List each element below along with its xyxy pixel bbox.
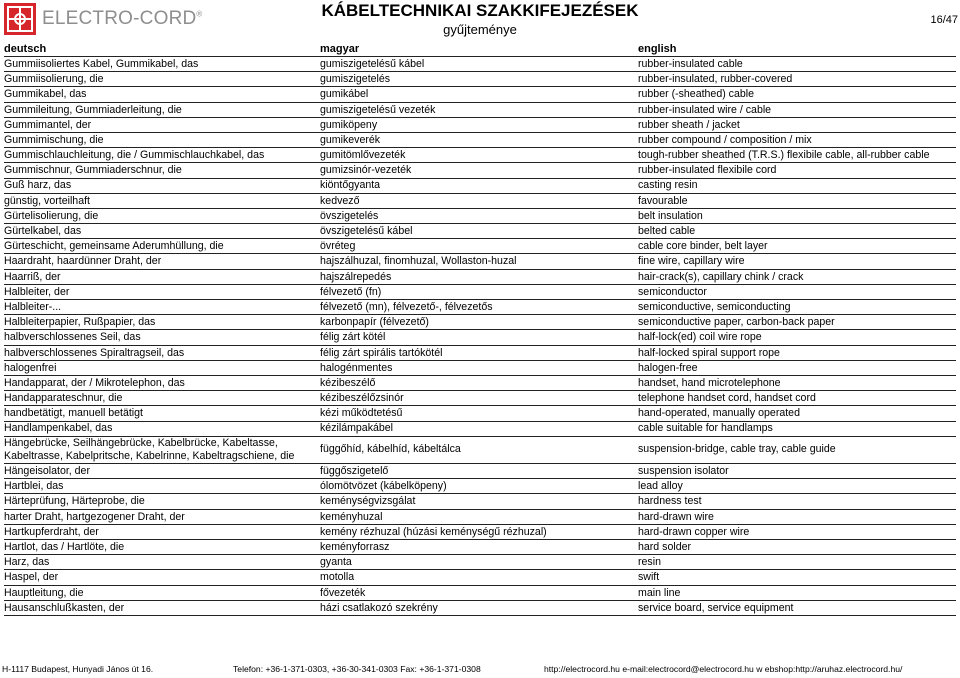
german-term: Guß harz, das — [4, 178, 320, 193]
table-row — [4, 391, 956, 406]
hungarian-term: keményforrasz — [320, 540, 638, 555]
column-header-english: english — [638, 42, 956, 57]
german-term: Härteprüfung, Härteprobe, die — [4, 494, 320, 509]
english-term: semiconductive, semiconducting — [638, 300, 956, 315]
german-term: Handlampenkabel, das — [4, 421, 320, 436]
footer-web: http://electrocord.hu e-mail:electrocord@electrocord.hu w ebshop:http://aruhaz.electrocord.hu/ — [544, 664, 903, 674]
english-term: telephone handset cord, handset cord — [638, 391, 956, 406]
german-term: Gürtelkabel, das — [4, 224, 320, 239]
table-row — [4, 360, 956, 375]
english-term: main line — [638, 585, 956, 600]
german-term: Gürtelisolierung, die — [4, 208, 320, 223]
table-row — [4, 178, 956, 193]
table-row — [4, 540, 956, 555]
english-term: favourable — [638, 193, 956, 208]
english-term: rubber-insulated cable — [638, 57, 956, 72]
german-term: Halbleiter, der — [4, 284, 320, 299]
english-term: service board, service equipment — [638, 600, 956, 615]
glossary-body — [4, 57, 956, 616]
table-row — [4, 509, 956, 524]
table-row — [4, 57, 956, 72]
hungarian-term: kézibeszélő — [320, 375, 638, 390]
german-term: günstig, vorteilhaft — [4, 193, 320, 208]
german-term: Hauptleitung, die — [4, 585, 320, 600]
table-row — [4, 102, 956, 117]
german-term: Gummiisoliertes Kabel, Gummikabel, das — [4, 57, 320, 72]
hungarian-term: függőszigetelő — [320, 464, 638, 479]
footer-address: H-1117 Budapest, Hunyadi János út 16. — [2, 664, 154, 674]
hungarian-term: gumiköpeny — [320, 117, 638, 132]
german-term: Gummimantel, der — [4, 117, 320, 132]
table-row — [4, 208, 956, 223]
english-term: hard-drawn wire — [638, 509, 956, 524]
german-term: halbverschlossenes Seil, das — [4, 330, 320, 345]
table-row — [4, 570, 956, 585]
english-term: swift — [638, 570, 956, 585]
german-term: halogenfrei — [4, 360, 320, 375]
english-term: rubber-insulated flexibile cord — [638, 163, 956, 178]
german-term: Hängebrücke, Seilhängebrücke, Kabelbrücke, Kabeltasse, Kabeltrasse, Kabelpritsche, Kabelrinne, Kabeltragschiene, die — [4, 436, 320, 463]
english-term: semiconductive paper, carbon-back paper — [638, 315, 956, 330]
table-row — [4, 117, 956, 132]
table-row — [4, 375, 956, 390]
english-term: rubber-insulated wire / cable — [638, 102, 956, 117]
german-term: Gummikabel, das — [4, 87, 320, 102]
table-row — [4, 464, 956, 479]
page-header — [0, 0, 960, 40]
table-row — [4, 148, 956, 163]
company-logo — [4, 3, 214, 35]
electro-cord-logo-icon — [4, 3, 36, 35]
table-row — [4, 494, 956, 509]
table-row — [4, 345, 956, 360]
hungarian-term: övréteg — [320, 239, 638, 254]
german-term: Halbleiterpapier, Rußpapier, das — [4, 315, 320, 330]
english-term: halogen-free — [638, 360, 956, 375]
english-term: rubber compound / composition / mix — [638, 132, 956, 147]
hungarian-term: halogénmentes — [320, 360, 638, 375]
table-row — [4, 284, 956, 299]
english-term: handset, hand microtelephone — [638, 375, 956, 390]
table-row — [4, 163, 956, 178]
hungarian-term: félvezető (mn), félvezető-, félvezetős — [320, 300, 638, 315]
hungarian-term: gumikeverék — [320, 132, 638, 147]
hungarian-term: félig zárt kötél — [320, 330, 638, 345]
hungarian-term: gumizsinór-vezeték — [320, 163, 638, 178]
table-row — [4, 224, 956, 239]
hungarian-term: övszigetelésű kábel — [320, 224, 638, 239]
hungarian-term: ólomötvözet (kábelköpeny) — [320, 479, 638, 494]
hungarian-term: félig zárt spirális tartókötél — [320, 345, 638, 360]
hungarian-term: gumitömlővezeték — [320, 148, 638, 163]
german-term: Gummiisolierung, die — [4, 72, 320, 87]
english-term: fine wire, capillary wire — [638, 254, 956, 269]
hungarian-term: keményhuzal — [320, 509, 638, 524]
table-row — [4, 600, 956, 615]
hungarian-term: gyanta — [320, 555, 638, 570]
hungarian-term: hajszálhuzal, finomhuzal, Wollaston-huzal — [320, 254, 638, 269]
hungarian-term: övszigetelés — [320, 208, 638, 223]
hungarian-term: keménységvizsgálat — [320, 494, 638, 509]
column-header-magyar: magyar — [320, 42, 638, 57]
table-row — [4, 479, 956, 494]
german-term: harter Draht, hartgezogener Draht, der — [4, 509, 320, 524]
english-term: hardness test — [638, 494, 956, 509]
english-term: rubber-insulated, rubber-covered — [638, 72, 956, 87]
english-term: half-lock(ed) coil wire rope — [638, 330, 956, 345]
english-term: semiconductor — [638, 284, 956, 299]
glossary-table — [4, 42, 956, 616]
hungarian-term: gumiszigetelés — [320, 72, 638, 87]
table-row — [4, 555, 956, 570]
german-term: halbverschlossenes Spiraltragseil, das — [4, 345, 320, 360]
table-row — [4, 300, 956, 315]
hungarian-term: gumiszigetelésű vezeték — [320, 102, 638, 117]
hungarian-term: gumiszigetelésű kábel — [320, 57, 638, 72]
german-term: Hartblei, das — [4, 479, 320, 494]
hungarian-term: kiöntőgyanta — [320, 178, 638, 193]
german-term: Gummileitung, Gummiaderleitung, die — [4, 102, 320, 117]
german-term: handbetätigt, manuell betätigt — [4, 406, 320, 421]
table-row — [4, 269, 956, 284]
german-term: Halbleiter-... — [4, 300, 320, 315]
english-term: belted cable — [638, 224, 956, 239]
english-term: hard-drawn copper wire — [638, 524, 956, 539]
table-row — [4, 132, 956, 147]
german-term: Haarriß, der — [4, 269, 320, 284]
hungarian-term: félvezető (fn) — [320, 284, 638, 299]
english-term: casting resin — [638, 178, 956, 193]
document-title: KÁBELTECHNIKAI SZAKKIFEJEZÉSEK — [321, 1, 639, 20]
german-term: Hausanschlußkasten, der — [4, 600, 320, 615]
german-term: Gummischlauchleitung, die / Gummischlauchkabel, das — [4, 148, 320, 163]
column-header-deutsch: deutsch — [4, 42, 320, 57]
german-term: Gummimischung, die — [4, 132, 320, 147]
hungarian-term: fővezeték — [320, 585, 638, 600]
hungarian-term: hajszálrepedés — [320, 269, 638, 284]
table-row — [4, 421, 956, 436]
english-term: belt insulation — [638, 208, 956, 223]
table-row — [4, 193, 956, 208]
hungarian-term: házi csatlakozó szekrény — [320, 600, 638, 615]
english-term: hard solder — [638, 540, 956, 555]
english-term: suspension isolator — [638, 464, 956, 479]
hungarian-term: kemény rézhuzal (húzási keménységű rézhuzal) — [320, 524, 638, 539]
hungarian-term: gumikábel — [320, 87, 638, 102]
table-row — [4, 330, 956, 345]
english-term: rubber (-sheathed) cable — [638, 87, 956, 102]
german-term: Handapparat, der / Mikrotelephon, das — [4, 375, 320, 390]
english-term: rubber sheath / jacket — [638, 117, 956, 132]
table-row — [4, 585, 956, 600]
table-row — [4, 436, 956, 463]
english-term: hair-crack(s), capillary chink / crack — [638, 269, 956, 284]
table-row — [4, 87, 956, 102]
hungarian-term: függőhíd, kábelhíd, kábeltálca — [320, 436, 638, 463]
table-row — [4, 239, 956, 254]
document-subtitle: gyűjteménye — [443, 22, 517, 37]
hungarian-term: kedvező — [320, 193, 638, 208]
page-footer — [0, 664, 960, 678]
page-number: 16/47 — [930, 14, 958, 26]
english-term: cable core binder, belt layer — [638, 239, 956, 254]
logo-text: ELECTRO-CORD® — [42, 8, 203, 29]
german-term: Handapparateschnur, die — [4, 391, 320, 406]
hungarian-term: karbonpapír (félvezető) — [320, 315, 638, 330]
table-row — [4, 406, 956, 421]
german-term: Haardraht, haardünner Draht, der — [4, 254, 320, 269]
german-term: Harz, das — [4, 555, 320, 570]
english-term: half-locked spiral support rope — [638, 345, 956, 360]
table-row — [4, 315, 956, 330]
hungarian-term: kézilámpakábel — [320, 421, 638, 436]
english-term: cable suitable for handlamps — [638, 421, 956, 436]
table-header-row — [4, 42, 956, 57]
german-term: Hartlot, das / Hartlöte, die — [4, 540, 320, 555]
hungarian-term: kézi működtetésű — [320, 406, 638, 421]
german-term: Haspel, der — [4, 570, 320, 585]
english-term: suspension-bridge, cable tray, cable guide — [638, 436, 956, 463]
german-term: Hängeisolator, der — [4, 464, 320, 479]
german-term: Gummischnur, Gummiaderschnur, die — [4, 163, 320, 178]
table-row — [4, 524, 956, 539]
english-term: tough-rubber sheathed (T.R.S.) flexibile cable, all-rubber cable — [638, 148, 956, 163]
hungarian-term: motolla — [320, 570, 638, 585]
table-row — [4, 72, 956, 87]
english-term: hand-operated, manually operated — [638, 406, 956, 421]
table-row — [4, 254, 956, 269]
footer-phone: Telefon: +36-1-371-0303, +36-30-341-0303 Fax: +36-1-371-0308 — [233, 664, 481, 674]
hungarian-term: kézibeszélőzsinór — [320, 391, 638, 406]
german-term: Hartkupferdraht, der — [4, 524, 320, 539]
german-term: Gürteschicht, gemeinsame Aderumhüllung, die — [4, 239, 320, 254]
english-term: resin — [638, 555, 956, 570]
english-term: lead alloy — [638, 479, 956, 494]
